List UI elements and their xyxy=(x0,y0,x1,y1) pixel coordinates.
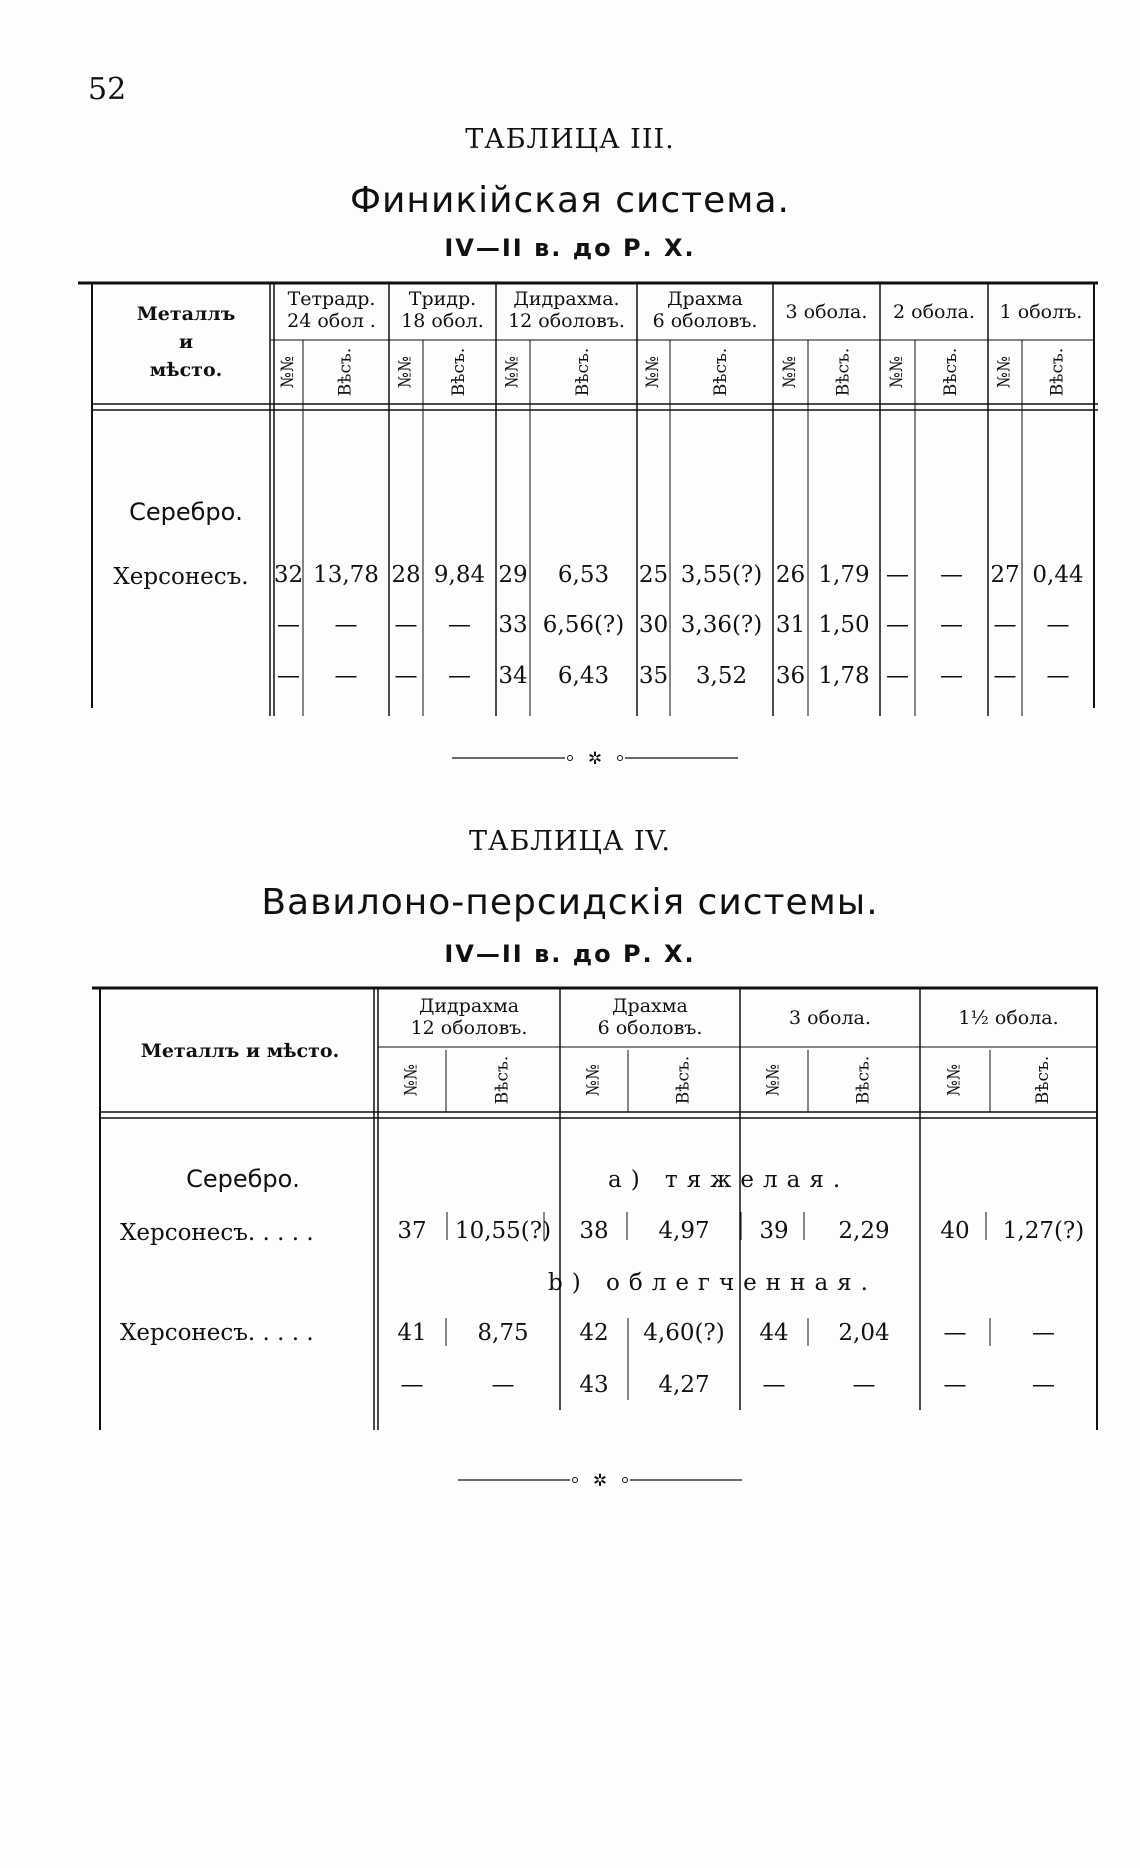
table4-cell: 4,60(?) xyxy=(643,1320,725,1346)
table4-cell: 44 xyxy=(759,1320,789,1346)
table4-cell: 43 xyxy=(579,1372,609,1398)
table3-sub-headers xyxy=(278,348,1068,397)
ornament-star-icon: ✲ xyxy=(587,749,603,769)
table3-subtitle: IV—II в. до Р. X. xyxy=(444,234,696,262)
table3-cell: — xyxy=(940,663,963,689)
table3-sub-weight: Вѣсъ. xyxy=(1047,347,1068,397)
table3-sub-number: №№ xyxy=(643,355,663,389)
table4-sub-number: №№ xyxy=(401,1063,422,1097)
table3-cell: 6,43 xyxy=(557,663,610,689)
table4-title: Вавилоно-персидскiя системы. xyxy=(261,882,879,923)
table4-cell: 1,27(?) xyxy=(1002,1218,1085,1244)
table4-sub-number: №№ xyxy=(583,1063,604,1097)
table3-cells xyxy=(274,562,1084,689)
table3-cell: — xyxy=(394,612,418,638)
table3-cell: 3,52 xyxy=(695,663,748,689)
table3-cell: 3,55(?) xyxy=(680,562,763,588)
table3-sub-weight: Вѣсъ. xyxy=(335,347,356,397)
table3-metal: Серебро. xyxy=(129,498,243,526)
table3-cell: — xyxy=(886,663,909,689)
table3-group-header: Тетрадр. xyxy=(287,288,376,310)
table4-label: ТАБЛИЦА IV. xyxy=(469,826,671,857)
table4-cell: — xyxy=(852,1372,876,1398)
table4-group-header: Дидрахма xyxy=(418,995,520,1017)
table3-cell: — xyxy=(1046,612,1070,638)
table4-cell: 38 xyxy=(579,1218,609,1244)
table3-cell: — xyxy=(394,663,418,689)
table3-cell: 1,78 xyxy=(818,663,870,689)
table4-sub-weight: Вѣсъ. xyxy=(1033,1055,1053,1105)
table4-cell: — xyxy=(491,1372,515,1398)
table3-cell: — xyxy=(334,663,358,689)
table3-sub-weight: Вѣсъ. xyxy=(449,347,469,397)
table3-sub-number: №№ xyxy=(780,355,800,389)
table3-group-header-sub: 6 оболовъ. xyxy=(652,310,758,332)
table3-cell: — xyxy=(993,663,1017,689)
table3-cell: — xyxy=(886,612,909,638)
table4-metal: Серебро. xyxy=(186,1165,300,1193)
table4-cell: 2,04 xyxy=(838,1320,890,1346)
table3-group-header-sub: 12 оболовъ. xyxy=(508,310,625,332)
table3-cell: 29 xyxy=(498,562,528,588)
table4-cell: 37 xyxy=(397,1218,427,1244)
table3-corner-line3: мѣсто. xyxy=(149,359,223,381)
table4-cell: 4,97 xyxy=(658,1218,710,1244)
table4-group-header: Драхма xyxy=(612,995,688,1017)
table3-title: Финикiйская система. xyxy=(350,180,790,221)
table4-cell: 41 xyxy=(397,1320,427,1346)
table4-cell: — xyxy=(762,1372,786,1398)
table3-group-header: Тридр. xyxy=(408,288,477,310)
table3-cell: 6,56(?) xyxy=(542,612,625,638)
table4-place-b: Херсонесъ. . . . . xyxy=(120,1320,314,1346)
table3-cell: 3,36(?) xyxy=(680,612,763,638)
table3-cell: 27 xyxy=(990,562,1020,588)
table3-cell: — xyxy=(277,612,300,638)
table3-cell: 28 xyxy=(391,562,421,588)
table3-group-header-sub: 24 обол . xyxy=(287,310,376,332)
table3-sub-number: №№ xyxy=(887,355,907,389)
page-number: 52 xyxy=(88,72,127,107)
table3-sub-weight: Вѣсъ. xyxy=(711,347,731,397)
table3-cell: 36 xyxy=(775,663,806,689)
ornament-star-icon-2: ✲ xyxy=(592,1471,608,1491)
table3-cell: — xyxy=(940,612,963,638)
ornament-divider-2 xyxy=(458,1471,742,1491)
table3-group-header: Дидрахма. xyxy=(513,288,620,310)
table4-sub-number: №№ xyxy=(944,1063,965,1097)
table3-cell: 33 xyxy=(498,612,528,638)
table3-cell: 0,44 xyxy=(1032,562,1084,588)
table3-cell: — xyxy=(448,612,471,638)
ornament-divider xyxy=(452,749,738,769)
table3-sub-number: №№ xyxy=(994,355,1015,389)
table4-group-header-sub: 6 оболовъ. xyxy=(597,1017,703,1039)
table3-group-headers xyxy=(287,288,1082,332)
table3-cell: — xyxy=(886,562,909,588)
table3-sub-number: №№ xyxy=(502,355,523,389)
table3-place: Херсонесъ. xyxy=(113,564,249,590)
table4-group-header-sub: 12 оболовъ. xyxy=(410,1017,528,1039)
table4-cell: — xyxy=(1032,1372,1055,1398)
table3-cell: 35 xyxy=(638,663,669,689)
table4-sub-number: №№ xyxy=(763,1063,784,1097)
table3-cell: — xyxy=(448,663,471,689)
table4-sub-weight: Вѣсъ. xyxy=(853,1055,874,1105)
table3-cell: — xyxy=(993,612,1017,638)
table3-group-header: 2 обола. xyxy=(893,301,975,323)
table3-cell: — xyxy=(1046,663,1070,689)
table3-sub-number: №№ xyxy=(395,355,416,389)
table4-section-a: a) тяжелая. xyxy=(608,1167,850,1193)
table4-cell: — xyxy=(943,1320,967,1346)
table3-sub-weight: Вѣсъ. xyxy=(573,347,593,397)
table3-cell: 1,79 xyxy=(818,562,870,588)
table4-place-a: Херсонесъ. . . . . xyxy=(120,1220,314,1246)
table4-corner: Металлъ и мѣсто. xyxy=(140,1040,340,1062)
table3-cell: 30 xyxy=(638,612,669,638)
table3-label: ТАБЛИЦА III. xyxy=(465,124,675,155)
table4-cell: 4,27 xyxy=(658,1372,710,1398)
table3-cell: 34 xyxy=(498,663,528,689)
table3-sub-weight: Вѣсъ. xyxy=(833,347,854,397)
table4-cell: — xyxy=(1032,1320,1055,1346)
table4-group-header: 1½ обола. xyxy=(958,1007,1059,1029)
table4-cell: — xyxy=(943,1372,967,1398)
table3-cell: 1,50 xyxy=(818,612,870,638)
table3-cell: 26 xyxy=(775,562,806,588)
table4-subtitle: IV—II в. до Р. X. xyxy=(444,940,696,968)
table3-group-header: 1 оболъ. xyxy=(999,301,1083,323)
table4-sub-weight: Вѣсъ. xyxy=(673,1055,694,1105)
table3-cell: 31 xyxy=(775,612,806,638)
table4-cell: 42 xyxy=(579,1320,609,1346)
table4-cell: 39 xyxy=(759,1218,789,1244)
table4-cells xyxy=(397,1218,1084,1398)
table4-cell: 10,55(?) xyxy=(454,1218,552,1244)
table4-cell: 40 xyxy=(940,1218,970,1244)
table3-group-header: 3 обола. xyxy=(785,301,868,323)
table3-cell: 13,78 xyxy=(313,562,379,588)
table3-cell: — xyxy=(334,612,358,638)
table3-group-header: Драхма xyxy=(667,288,743,310)
table4-group-header: 3 обола. xyxy=(789,1007,871,1029)
table3-cell: — xyxy=(277,663,300,689)
table4-sub-weight: Вѣсъ. xyxy=(492,1055,513,1105)
table3-corner-line2: и xyxy=(178,331,194,353)
table4-cell: — xyxy=(400,1372,424,1398)
table3-sub-weight: Вѣсъ. xyxy=(941,347,961,397)
table3-corner-line1: Металлъ xyxy=(136,303,236,325)
table3-group-header-sub: 18 обол. xyxy=(401,310,484,332)
table3-cell: 25 xyxy=(638,562,669,588)
table3-cell: — xyxy=(940,562,963,588)
table3-sub-number: №№ xyxy=(278,355,298,389)
table4-group-headers xyxy=(411,995,1059,1039)
table4-section-b: b) облегченная. xyxy=(548,1270,877,1296)
table3-cell: 9,84 xyxy=(433,562,486,588)
table4-sub-headers xyxy=(402,1056,1054,1105)
table4-cell: 2,29 xyxy=(838,1218,890,1244)
table4-cell: 8,75 xyxy=(477,1320,529,1346)
table3-cell: 6,53 xyxy=(557,562,610,588)
table3-cell: 32 xyxy=(273,562,304,588)
